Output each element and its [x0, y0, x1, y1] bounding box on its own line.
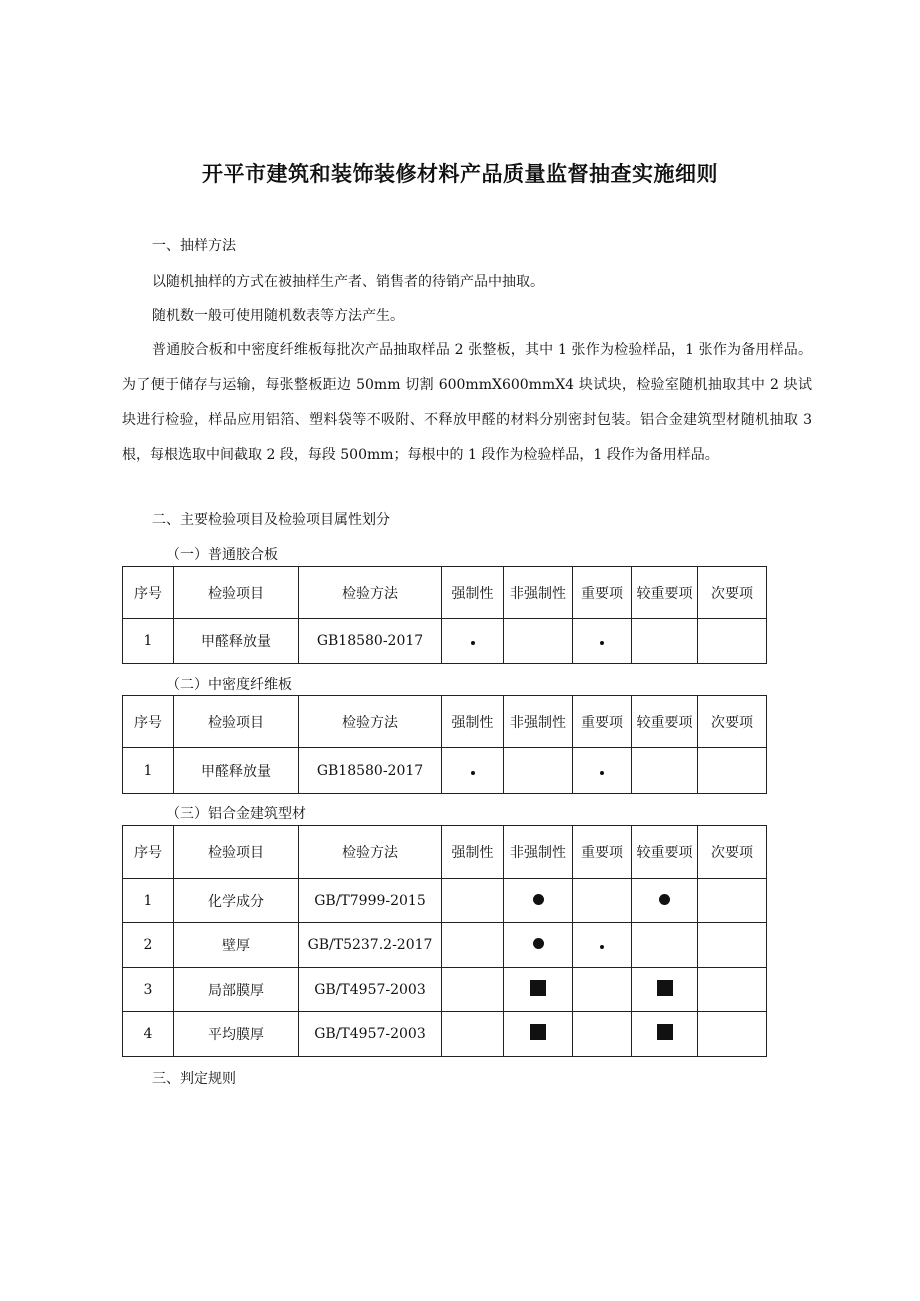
header-cell: 非强制性	[504, 696, 573, 748]
row-number: 4	[123, 1012, 174, 1057]
mark-cell	[698, 879, 767, 923]
page-title: 开平市建筑和装饰装修材料产品质量监督抽查实施细则	[202, 162, 718, 186]
header-cell: 序号	[123, 567, 174, 619]
inspection-table-1	[122, 566, 767, 664]
header-cell: 检验项目	[174, 567, 299, 619]
mark-cell	[504, 923, 573, 968]
header-cell: 非强制性	[504, 567, 573, 619]
small-dot-mark-icon	[600, 945, 604, 949]
header-cell: 次要项	[698, 567, 767, 619]
row-method: GB18580-2017	[299, 619, 442, 664]
mark-cell	[632, 619, 698, 664]
mark-cell	[573, 748, 632, 794]
header-cell: 重要项	[573, 696, 632, 748]
row-item: 壁厚	[174, 923, 299, 968]
header-cell: 强制性	[442, 696, 504, 748]
table-header-row	[123, 696, 767, 748]
inspection-table-3	[122, 825, 767, 1057]
row-item: 化学成分	[174, 879, 299, 923]
row-item: 甲醛释放量	[174, 748, 299, 794]
header-cell: 较重要项	[632, 696, 698, 748]
row-number: 3	[123, 968, 174, 1012]
filled-square-mark-icon	[657, 980, 673, 996]
inspection-table-2	[122, 695, 767, 794]
mark-cell	[442, 968, 504, 1012]
header-cell: 强制性	[442, 826, 504, 879]
mark-cell	[632, 968, 698, 1012]
mark-cell	[442, 1012, 504, 1057]
table-row	[123, 1012, 767, 1057]
filled-square-mark-icon	[657, 1024, 673, 1040]
mark-cell	[573, 879, 632, 923]
mark-cell	[698, 619, 767, 664]
table-row	[123, 619, 767, 664]
section-3-heading: 三、判定规则	[152, 1071, 236, 1087]
small-dot-mark-icon	[600, 641, 604, 645]
mark-cell	[573, 619, 632, 664]
filled-circle-mark-icon	[659, 894, 670, 905]
row-method: GB/T5237.2-2017	[299, 923, 442, 968]
table-row	[123, 748, 767, 794]
row-method: GB/T4957-2003	[299, 1012, 442, 1057]
table-row	[123, 968, 767, 1012]
row-method: GB18580-2017	[299, 748, 442, 794]
table-row	[123, 923, 767, 968]
row-item: 平均膜厚	[174, 1012, 299, 1057]
mark-cell	[632, 1012, 698, 1057]
mark-cell	[573, 1012, 632, 1057]
header-cell: 检验方法	[299, 567, 442, 619]
header-cell: 检验方法	[299, 826, 442, 879]
row-method: GB/T4957-2003	[299, 968, 442, 1012]
header-cell: 次要项	[698, 696, 767, 748]
table-row	[123, 879, 767, 923]
small-dot-mark-icon	[471, 771, 475, 775]
mark-cell	[442, 879, 504, 923]
row-number: 2	[123, 923, 174, 968]
mark-cell	[698, 968, 767, 1012]
small-dot-mark-icon	[600, 771, 604, 775]
row-method: GB/T7999-2015	[299, 879, 442, 923]
mark-cell	[442, 923, 504, 968]
mark-cell	[504, 968, 573, 1012]
filled-square-mark-icon	[530, 980, 546, 996]
mark-cell	[698, 748, 767, 794]
section-1-heading: 一、抽样方法	[152, 238, 236, 254]
table-header-row	[123, 567, 767, 619]
header-cell: 检验方法	[299, 696, 442, 748]
section-2-heading: 二、主要检验项目及检验项目属性划分	[152, 512, 390, 528]
table-header-row	[123, 826, 767, 879]
header-cell: 重要项	[573, 567, 632, 619]
filled-circle-mark-icon	[533, 894, 544, 905]
row-number: 1	[123, 619, 174, 664]
row-item: 甲醛释放量	[174, 619, 299, 664]
mark-cell	[442, 619, 504, 664]
header-cell: 强制性	[442, 567, 504, 619]
table-2-caption: （二）中密度纤维板	[166, 677, 292, 693]
filled-circle-mark-icon	[533, 938, 544, 949]
small-dot-mark-icon	[471, 641, 475, 645]
header-cell: 重要项	[573, 826, 632, 879]
mark-cell	[504, 748, 573, 794]
table-3-caption: （三）铝合金建筑型材	[166, 806, 306, 822]
mark-cell	[632, 923, 698, 968]
row-number: 1	[123, 748, 174, 794]
sampling-paragraph: 普通胶合板和中密度纤维板每批次产品抽取样品 2 张整板，其中 1 张作为检验样品，1 张作为备用样品。为了便于储存与运输，每张整板距边 50mm 切割 600mmX600mmX4 块试块，检验室随机抽取其中 2 块试块进行检验，样品应用铝箔、塑料袋等不吸附、不释放甲醛的材料分别密封包装。铝合金建筑型材随机抽取 3 根，每根选取中间截取 2 段，每段 500mm；每根中的 1 段作为检验样品，1 段作为备用样品。	[122, 342, 812, 463]
mark-cell	[632, 748, 698, 794]
mark-cell	[573, 923, 632, 968]
header-cell: 序号	[123, 826, 174, 879]
mark-cell	[573, 968, 632, 1012]
header-cell: 序号	[123, 696, 174, 748]
header-cell: 非强制性	[504, 826, 573, 879]
header-cell: 次要项	[698, 826, 767, 879]
sampling-line-2: 随机数一般可使用随机数表等方法产生。	[152, 308, 404, 324]
filled-square-mark-icon	[530, 1024, 546, 1040]
header-cell: 较重要项	[632, 567, 698, 619]
table-1-caption: （一）普通胶合板	[166, 547, 278, 563]
mark-cell	[504, 619, 573, 664]
header-cell: 检验项目	[174, 826, 299, 879]
row-number: 1	[123, 879, 174, 923]
mark-cell	[442, 748, 504, 794]
mark-cell	[632, 879, 698, 923]
mark-cell	[698, 923, 767, 968]
header-cell: 检验项目	[174, 696, 299, 748]
mark-cell	[504, 879, 573, 923]
row-item: 局部膜厚	[174, 968, 299, 1012]
sampling-line-1: 以随机抽样的方式在被抽样生产者、销售者的待销产品中抽取。	[152, 274, 544, 290]
mark-cell	[698, 1012, 767, 1057]
mark-cell	[504, 1012, 573, 1057]
header-cell: 较重要项	[632, 826, 698, 879]
